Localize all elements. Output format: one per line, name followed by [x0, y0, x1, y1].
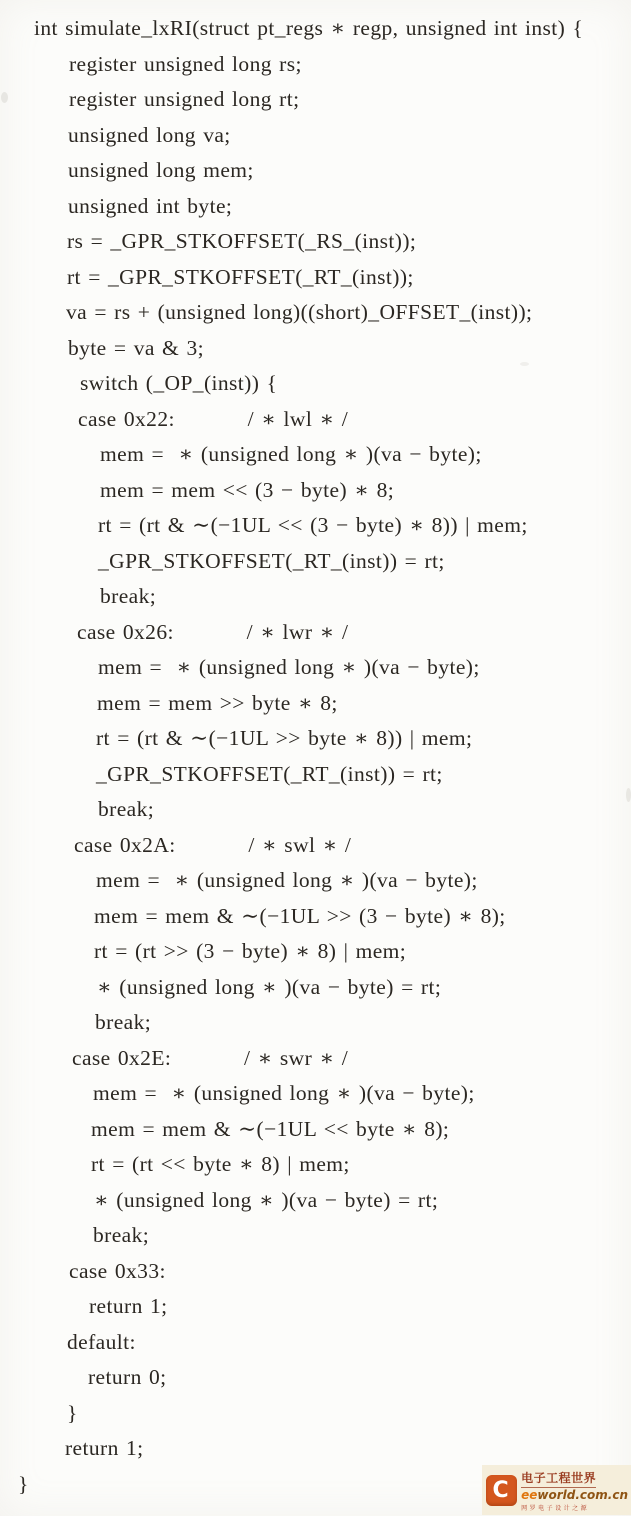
scan-speck	[626, 788, 631, 802]
code-line: case 0x2E: / ∗ swr ∗ /	[72, 1045, 349, 1070]
code-line: unsigned long mem;	[68, 158, 254, 182]
code-line: _GPR_STKOFFSET(_RT_(inst)) = rt;	[96, 761, 443, 786]
code-line: byte = va & 3;	[68, 335, 204, 360]
code-line: rt = (rt & ∼(−1UL >> byte ∗ 8)) | mem;	[96, 726, 473, 750]
watermark-slogan-text: 网罗电子设计之源	[521, 1505, 590, 1512]
eeworld-logo-icon	[486, 1475, 517, 1506]
code-line: mem = ∗ (unsigned long ∗ )(va − byte);	[93, 1081, 475, 1105]
code-line: case 0x33:	[69, 1258, 166, 1283]
code-line: rt = (rt >> (3 − byte) ∗ 8) | mem;	[94, 939, 407, 963]
code-line: register unsigned long rt;	[69, 87, 300, 111]
code-line: rs = _GPR_STKOFFSET(_RS_(inst));	[67, 229, 417, 253]
code-line: switch (_OP_(inst)) {	[80, 371, 278, 395]
code-line: }	[67, 1400, 78, 1425]
code-line: case 0x26: / ∗ lwr ∗ /	[77, 619, 349, 644]
code-line: _GPR_STKOFFSET(_RT_(inst)) = rt;	[98, 548, 445, 573]
code-line: mem = mem & ∼(−1UL << byte ∗ 8);	[91, 1116, 450, 1141]
code-line: break;	[95, 1010, 152, 1034]
watermark-text-block	[521, 1469, 628, 1512]
code-line: return 0;	[88, 1365, 167, 1389]
code-line: return 1;	[89, 1294, 168, 1318]
code-line: register unsigned long rs;	[69, 51, 302, 76]
code-line: return 1;	[65, 1436, 144, 1460]
url-prefix: ee	[521, 1488, 538, 1502]
code-line: va = rs + (unsigned long)((short)_OFFSET_(inst));	[66, 300, 533, 324]
eeworld-watermark	[482, 1465, 631, 1515]
code-line: mem = ∗ (unsigned long ∗ )(va − byte);	[98, 655, 480, 679]
code-line: mem = ∗ (unsigned long ∗ )(va − byte);	[100, 442, 482, 466]
code-line: ∗ (unsigned long ∗ )(va − byte) = rt;	[97, 974, 442, 999]
code-line: rt = _GPR_STKOFFSET(_RT_(inst));	[67, 264, 414, 289]
code-line: rt = (rt << byte ∗ 8) | mem;	[91, 1152, 350, 1176]
code-line: }	[18, 1471, 29, 1496]
code-line: default:	[67, 1329, 136, 1354]
code-line: mem = ∗ (unsigned long ∗ )(va − byte);	[96, 868, 478, 892]
scan-speck	[520, 362, 529, 366]
url-rest: world.com.cn	[537, 1488, 628, 1502]
scan-speck	[1, 92, 8, 103]
code-line: mem = mem << (3 − byte) ∗ 8;	[100, 477, 395, 502]
code-line: case 0x2A: / ∗ swl ∗ /	[74, 832, 352, 857]
code-line: break;	[98, 797, 155, 821]
code-listing	[0, 11, 631, 1502]
logo-letter: C	[492, 1478, 509, 1503]
code-line: int simulate_lxRI(struct pt_regs ∗ regp, unsigned int inst) {	[34, 16, 584, 40]
code-line: break;	[100, 584, 157, 608]
watermark-brand-text: 电子工程世界	[521, 1469, 596, 1488]
code-line: rt = (rt & ∼(−1UL << (3 − byte) ∗ 8)) | mem;	[98, 513, 528, 537]
code-line: case 0x22: / ∗ lwl ∗ /	[78, 406, 349, 431]
code-line: mem = mem & ∼(−1UL >> (3 − byte) ∗ 8);	[94, 903, 506, 928]
code-line: unsigned int byte;	[68, 193, 233, 218]
code-line: ∗ (unsigned long ∗ )(va − byte) = rt;	[94, 1187, 439, 1212]
code-line: break;	[93, 1223, 150, 1247]
code-line: mem = mem >> byte ∗ 8;	[97, 690, 338, 715]
code-line: unsigned long va;	[68, 122, 231, 147]
watermark-url-text	[521, 1488, 628, 1502]
